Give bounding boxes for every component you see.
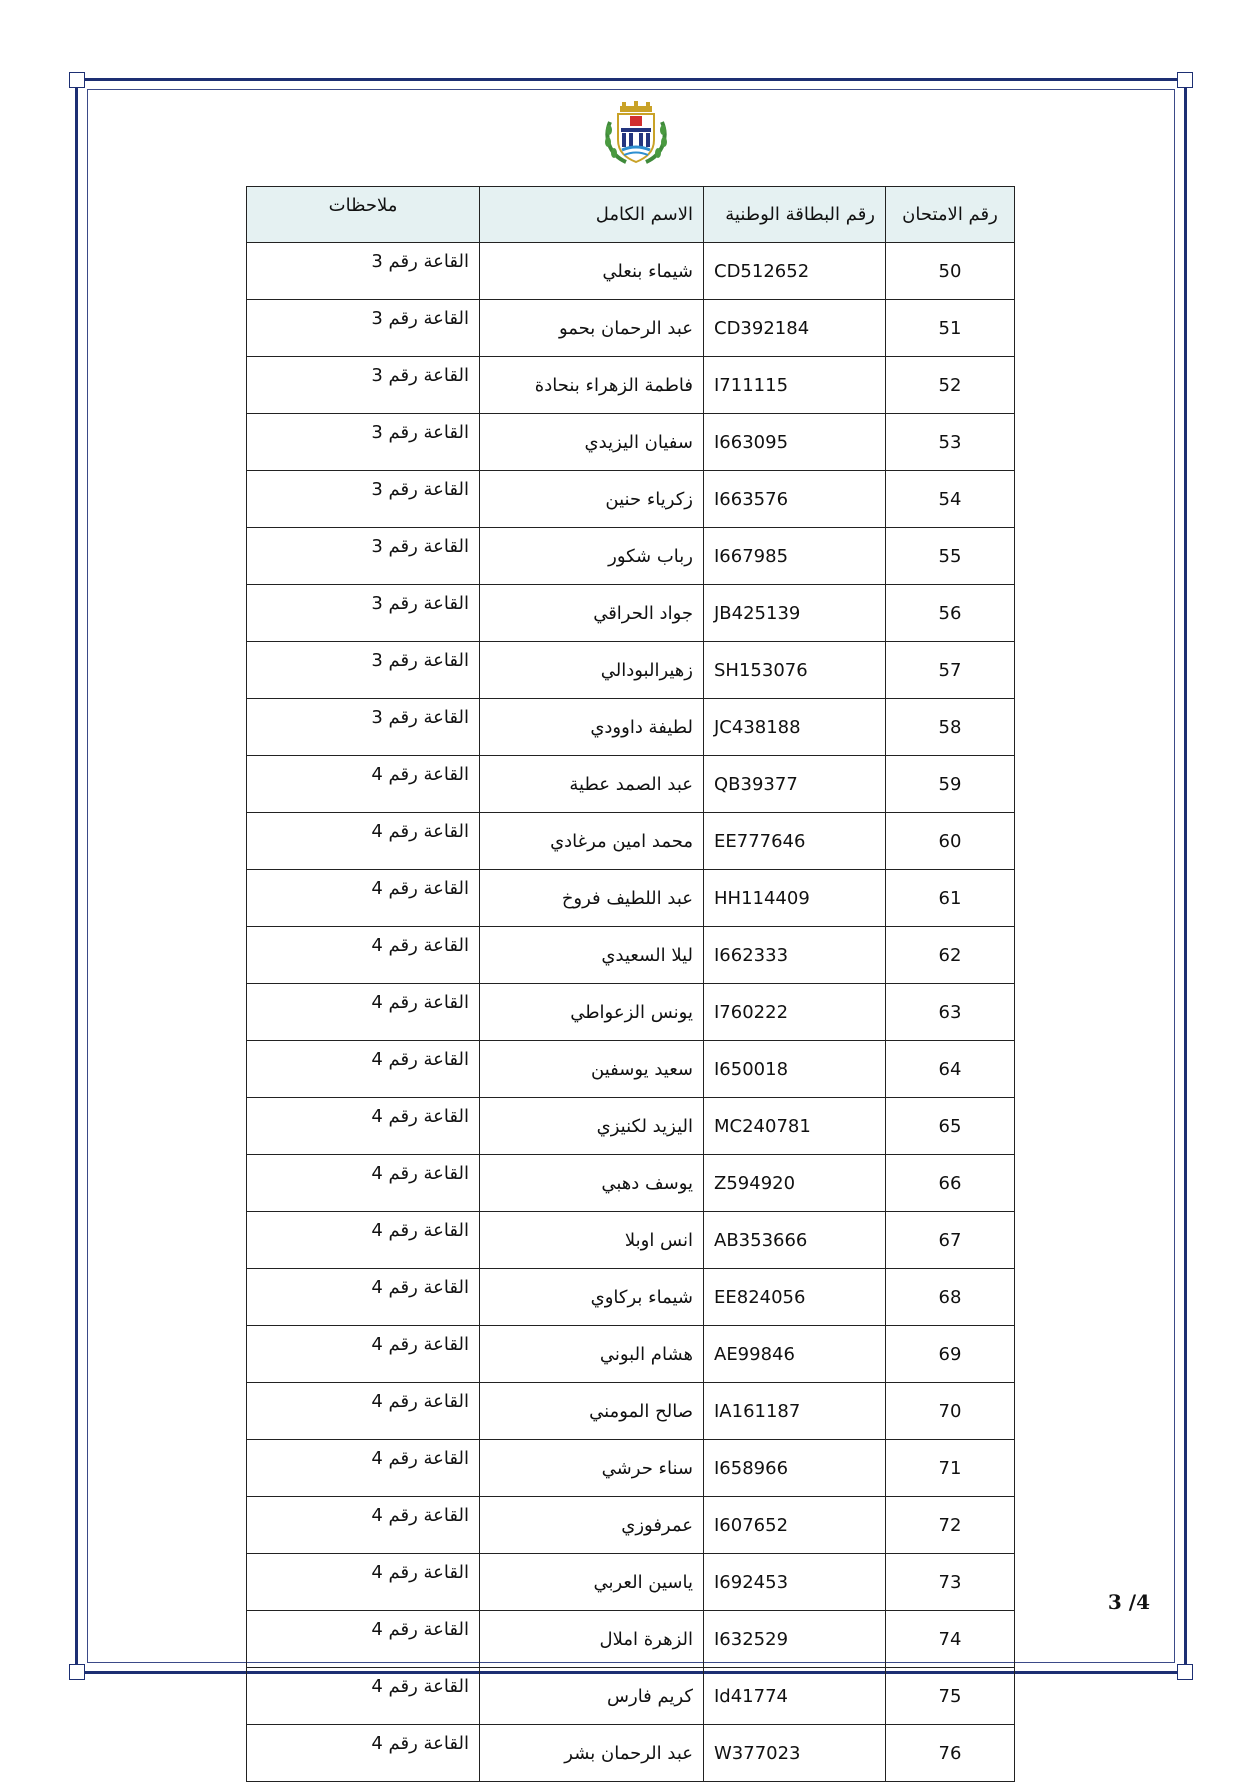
cell-exam-number: 60 [886, 813, 1015, 870]
table-row [247, 699, 1015, 756]
table-row [247, 357, 1015, 414]
cell-full-name: ياسين العربي [480, 1554, 704, 1611]
cell-exam-number: 68 [886, 1269, 1015, 1326]
cell-full-name: عبد الصمد عطية [480, 756, 704, 813]
cell-national-id: JB425139 [704, 585, 886, 642]
frame-corner-bottom-left [69, 1664, 85, 1680]
table-row [247, 1269, 1015, 1326]
table-row [247, 1098, 1015, 1155]
cell-notes: القاعة رقم 4 [247, 1668, 480, 1725]
cell-national-id: I692453 [704, 1554, 886, 1611]
cell-notes: القاعة رقم 4 [247, 984, 480, 1041]
table-row [247, 1041, 1015, 1098]
cell-full-name: الزهرة املال [480, 1611, 704, 1668]
cell-national-id: I667985 [704, 528, 886, 585]
cell-notes: القاعة رقم 3 [247, 243, 480, 300]
cell-exam-number: 72 [886, 1497, 1015, 1554]
cell-national-id: I607652 [704, 1497, 886, 1554]
cell-full-name: انس اوبلا [480, 1212, 704, 1269]
cell-exam-number: 63 [886, 984, 1015, 1041]
cell-notes: القاعة رقم 4 [247, 1383, 480, 1440]
cell-full-name: لطيفة داوودي [480, 699, 704, 756]
table-row [247, 984, 1015, 1041]
cell-exam-number: 70 [886, 1383, 1015, 1440]
table-row [247, 1212, 1015, 1269]
cell-notes: القاعة رقم 3 [247, 699, 480, 756]
cell-national-id: IA161187 [704, 1383, 886, 1440]
cell-national-id: I711115 [704, 357, 886, 414]
cell-notes: القاعة رقم 4 [247, 1212, 480, 1269]
cell-notes: القاعة رقم 3 [247, 357, 480, 414]
cell-exam-number: 76 [886, 1725, 1015, 1782]
cell-full-name: يوسف دهبي [480, 1155, 704, 1212]
cell-full-name: شيماء بنعلي [480, 243, 704, 300]
cell-full-name: سناء حرشي [480, 1440, 704, 1497]
cell-notes: القاعة رقم 4 [247, 870, 480, 927]
cell-full-name: اليزيد لكنيزي [480, 1098, 704, 1155]
cell-notes: القاعة رقم 4 [247, 1725, 480, 1782]
cell-exam-number: 58 [886, 699, 1015, 756]
cell-exam-number: 67 [886, 1212, 1015, 1269]
cell-full-name: عبد الرحمان بشر [480, 1725, 704, 1782]
table-row [247, 1497, 1015, 1554]
cell-national-id: I658966 [704, 1440, 886, 1497]
table-row [247, 300, 1015, 357]
cell-full-name: هشام البوني [480, 1326, 704, 1383]
candidates-table [246, 186, 1015, 1782]
cell-notes: القاعة رقم 3 [247, 642, 480, 699]
cell-full-name: زهيرالبودالي [480, 642, 704, 699]
cell-full-name: جواد الحراقي [480, 585, 704, 642]
cell-exam-number: 56 [886, 585, 1015, 642]
cell-notes: القاعة رقم 4 [247, 1041, 480, 1098]
table-row [247, 1725, 1015, 1782]
table-row [247, 1668, 1015, 1725]
cell-national-id: I760222 [704, 984, 886, 1041]
cell-full-name: شيماء بركاوي [480, 1269, 704, 1326]
cell-notes: القاعة رقم 3 [247, 471, 480, 528]
cell-full-name: محمد امين مرغادي [480, 813, 704, 870]
header-notes: ملاحظات [247, 187, 480, 243]
cell-notes: القاعة رقم 4 [247, 1497, 480, 1554]
table-row [247, 243, 1015, 300]
table-row [247, 414, 1015, 471]
table-row [247, 585, 1015, 642]
cell-national-id: AE99846 [704, 1326, 886, 1383]
cell-national-id: CD392184 [704, 300, 886, 357]
cell-national-id: W377023 [704, 1725, 886, 1782]
table-row [247, 813, 1015, 870]
cell-notes: القاعة رقم 4 [247, 1440, 480, 1497]
cell-notes: القاعة رقم 4 [247, 1611, 480, 1668]
cell-exam-number: 59 [886, 756, 1015, 813]
cell-national-id: I663576 [704, 471, 886, 528]
cell-exam-number: 57 [886, 642, 1015, 699]
cell-exam-number: 64 [886, 1041, 1015, 1098]
table-body [247, 243, 1015, 1782]
cell-full-name: زكرياء حنين [480, 471, 704, 528]
cell-full-name: رباب شكور [480, 528, 704, 585]
table-row [247, 1554, 1015, 1611]
cell-full-name: كريم فارس [480, 1668, 704, 1725]
cell-exam-number: 75 [886, 1668, 1015, 1725]
cell-exam-number: 50 [886, 243, 1015, 300]
cell-full-name: يونس الزعواطي [480, 984, 704, 1041]
table-row [247, 927, 1015, 984]
cell-national-id: MC240781 [704, 1098, 886, 1155]
cell-exam-number: 53 [886, 414, 1015, 471]
cell-notes: القاعة رقم 4 [247, 1098, 480, 1155]
municipal-emblem-icon [600, 100, 672, 170]
cell-national-id: HH114409 [704, 870, 886, 927]
cell-exam-number: 65 [886, 1098, 1015, 1155]
cell-notes: القاعة رقم 3 [247, 528, 480, 585]
table-row [247, 1440, 1015, 1497]
header-full-name: الاسم الكامل [480, 187, 704, 243]
cell-full-name: سفيان اليزيدي [480, 414, 704, 471]
cell-notes: القاعة رقم 4 [247, 1326, 480, 1383]
frame-corner-top-left [69, 72, 85, 88]
cell-notes: القاعة رقم 3 [247, 414, 480, 471]
cell-exam-number: 61 [886, 870, 1015, 927]
table-row [247, 1326, 1015, 1383]
header-exam-number: رقم الامتحان [886, 187, 1015, 243]
header-national-id: رقم البطاقة الوطنية [704, 187, 886, 243]
cell-notes: القاعة رقم 3 [247, 300, 480, 357]
table-row [247, 1155, 1015, 1212]
table-row [247, 870, 1015, 927]
table-row [247, 1383, 1015, 1440]
cell-national-id: I663095 [704, 414, 886, 471]
page-number: 3 /4 [1107, 1590, 1150, 1614]
cell-national-id: EE777646 [704, 813, 886, 870]
cell-national-id: Z594920 [704, 1155, 886, 1212]
cell-notes: القاعة رقم 4 [247, 1269, 480, 1326]
table-row [247, 756, 1015, 813]
cell-notes: القاعة رقم 4 [247, 927, 480, 984]
cell-exam-number: 55 [886, 528, 1015, 585]
cell-national-id: I650018 [704, 1041, 886, 1098]
cell-notes: القاعة رقم 4 [247, 1155, 480, 1212]
frame-corner-top-right [1177, 72, 1193, 88]
cell-full-name: صالح المومني [480, 1383, 704, 1440]
cell-full-name: ليلا السعيدي [480, 927, 704, 984]
cell-national-id: JC438188 [704, 699, 886, 756]
cell-exam-number: 69 [886, 1326, 1015, 1383]
cell-exam-number: 73 [886, 1554, 1015, 1611]
table-row [247, 528, 1015, 585]
cell-notes: القاعة رقم 4 [247, 813, 480, 870]
cell-national-id: CD512652 [704, 243, 886, 300]
cell-exam-number: 52 [886, 357, 1015, 414]
cell-full-name: عبد الرحمان بحمو [480, 300, 704, 357]
cell-notes: القاعة رقم 4 [247, 1554, 480, 1611]
cell-national-id: I662333 [704, 927, 886, 984]
cell-full-name: فاطمة الزهراء بنحادة [480, 357, 704, 414]
table-row [247, 471, 1015, 528]
cell-exam-number: 51 [886, 300, 1015, 357]
cell-notes: القاعة رقم 4 [247, 756, 480, 813]
cell-notes: القاعة رقم 3 [247, 585, 480, 642]
frame-corner-bottom-right [1177, 1664, 1193, 1680]
cell-exam-number: 62 [886, 927, 1015, 984]
cell-exam-number: 74 [886, 1611, 1015, 1668]
table-row [247, 1611, 1015, 1668]
cell-exam-number: 54 [886, 471, 1015, 528]
cell-exam-number: 71 [886, 1440, 1015, 1497]
table-row [247, 642, 1015, 699]
cell-full-name: عبد اللطيف فروخ [480, 870, 704, 927]
table-header-row [247, 187, 1015, 243]
cell-national-id: I632529 [704, 1611, 886, 1668]
cell-national-id: Id41774 [704, 1668, 886, 1725]
cell-national-id: SH153076 [704, 642, 886, 699]
cell-national-id: EE824056 [704, 1269, 886, 1326]
cell-national-id: AB353666 [704, 1212, 886, 1269]
cell-full-name: عمرفوزي [480, 1497, 704, 1554]
cell-full-name: سعيد يوسفين [480, 1041, 704, 1098]
cell-exam-number: 66 [886, 1155, 1015, 1212]
cell-national-id: QB39377 [704, 756, 886, 813]
